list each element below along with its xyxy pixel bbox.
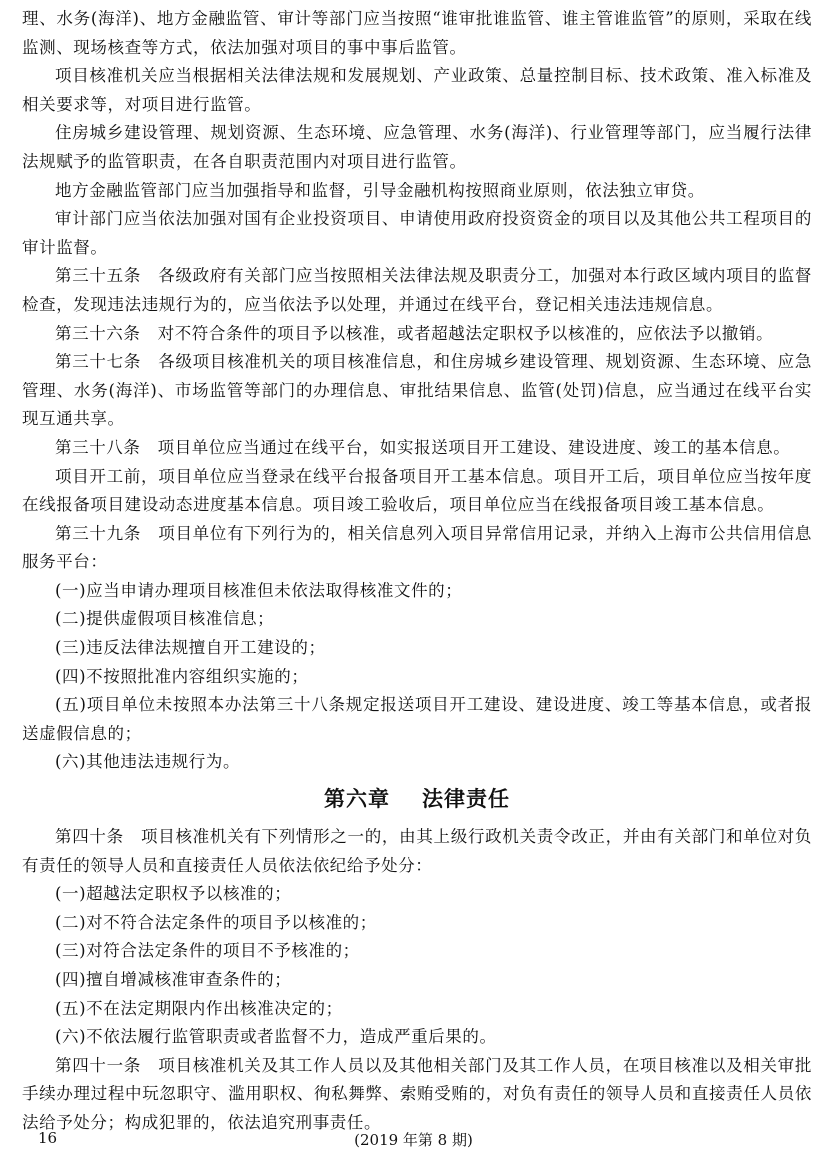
page-footer (0, 1129, 827, 1153)
section-paragraphs-top (22, 5, 812, 777)
paragraph: 项目开工前，项目单位应当登录在线平台报备项目开工基本信息。项目开工后，项目单位应当按年度在线报备项目建设动态进度基本信息。项目竣工验收后，项目单位应当在线报备项目竣工基本信息。 (22, 466, 812, 515)
paragraph: 理、水务(海洋)、地方金融监管、审计等部门应当按照“谁审批谁监管、谁主管谁监管”的原则，采取在线监测、现场核查等方式，依法加强对项目的事中事后监管。 (22, 9, 812, 57)
paragraph: 第三十八条 项目单位应当通过在线平台，如实报送项目开工建设、建设进度、竣工的基本信息。 (55, 437, 791, 457)
paragraph: 第四十一条 项目核准机关及其工作人员以及其他相关部门及其工作人员，在项目核准以及相关审批手续办理过程中玩忽职守、滥用职权、徇私舞弊、索贿受贿的，对负有责任的领导人员和直接责任人员依法给予处分；构成犯罪的，依法追究刑事责任。 (22, 1055, 812, 1132)
paragraph: 项目核准机关应当根据相关法律法规和发展规划、产业政策、总量控制目标、技术政策、准入标准及相关要求等，对项目进行监管。 (22, 66, 812, 114)
paragraph: 地方金融监管部门应当加强指导和监督，引导金融机构按照商业原则，依法独立审贷。 (55, 180, 705, 200)
paragraph: (五)不在法定期限内作出核准决定的； (55, 998, 343, 1018)
paragraph: 第三十七条 各级项目核准机关的项目核准信息，和住房城乡建设管理、规划资源、生态环境、应急管理、水务(海洋)、市场监管等部门的办理信息、审批结果信息、监管(处罚)信息，应当通过在线平台实现互通共享。 (22, 352, 812, 429)
paragraph: (三)对符合法定条件的项目不予核准的； (55, 941, 360, 961)
document-body (22, 5, 812, 1138)
paragraph: (一)应当申请办理项目核准但未依法取得核准文件的； (55, 580, 463, 600)
paragraph: (四)擅自增减核准审查条件的； (55, 970, 292, 989)
paragraph: 第三十五条 各级政府有关部门应当按照相关法律法规及职责分工，加强对本行政区域内项目的监督检查，发现违法违规行为的，应当依法予以处理，并通过在线平台，登记相关违法违规信息。 (22, 266, 812, 314)
paragraph: 第四十条 项目核准机关有下列情形之一的，由其上级行政机关责令改正，并由有关部门和单位对负有责任的领导人员和直接责任人员依法依纪给予处分： (22, 827, 812, 875)
paragraph: (二)对不符合法定条件的项目予以核准的； (55, 912, 377, 932)
paragraph: 第三十九条 项目单位有下列行为的，相关信息列入项目异常信用记录，并纳入上海市公共信用信息服务平台： (22, 523, 812, 572)
paragraph: (五)项目单位未按照本办法第三十八条规定报送项目开工建设、建设进度、竣工等基本信息，或者报送虚假信息的； (22, 695, 812, 743)
issue-label: (2019 年第 8 期) (354, 1131, 473, 1149)
paragraph: (三)违反法律法规擅自开工建设的； (55, 638, 326, 658)
chapter-number: 第六章 (324, 787, 390, 812)
paragraph: 第三十六条 对不符合条件的项目予以核准，或者超越法定职权予以核准的，应依法予以撤销。 (55, 323, 774, 343)
page-number: 16 (38, 1129, 58, 1147)
paragraph: (六)不依法履行监管职责或者监督不力，造成严重后果的。 (55, 1027, 497, 1047)
paragraph: (一)超越法定职权予以核准的； (55, 884, 292, 904)
section-paragraphs-bottom (22, 823, 812, 1138)
paragraph: 住房城乡建设管理、规划资源、生态环境、应急管理、水务(海洋)、行业管理等部门，应当履行法律法规赋予的监管职责，在各自职责范围内对项目进行监管。 (22, 123, 812, 171)
paragraph: (四)不按照批准内容组织实施的； (55, 666, 309, 686)
paragraph: 审计部门应当依法加强对国有企业投资项目、申请使用政府投资资金的项目以及其他公共工程项目的审计监督。 (22, 209, 812, 257)
paragraph: (二)提供虚假项目核准信息； (55, 609, 275, 629)
chapter-heading (22, 783, 812, 815)
chapter-title: 法律责任 (422, 787, 510, 812)
paragraph: (六)其他违法违规行为。 (55, 752, 241, 772)
